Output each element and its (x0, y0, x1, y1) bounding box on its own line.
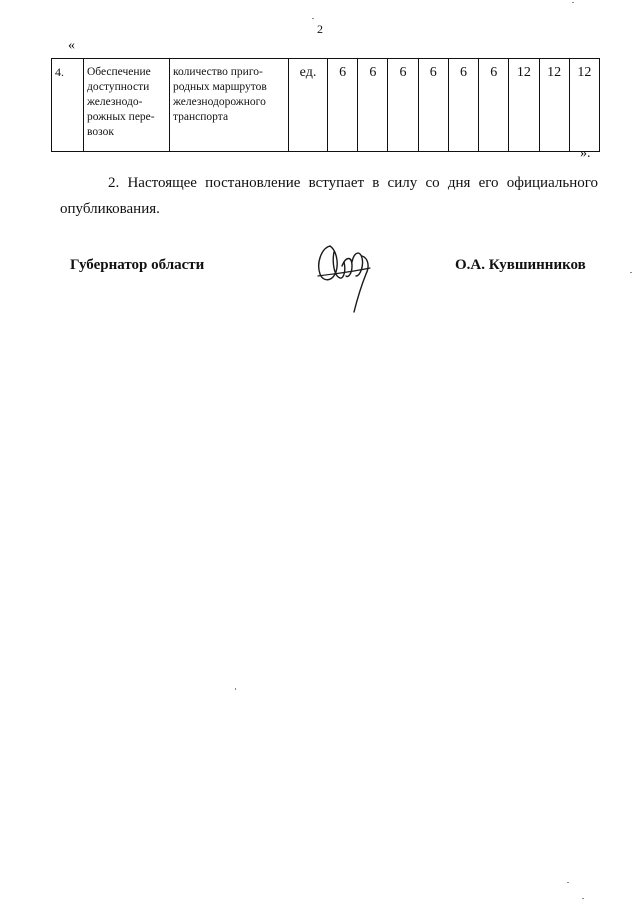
row-value-3: 6 (388, 59, 418, 152)
scan-speck (572, 2, 574, 3)
page-number: 2 (317, 22, 323, 36)
scan-speck (235, 688, 236, 690)
row-value-9: 12 (569, 59, 599, 152)
handwritten-signature (312, 232, 382, 320)
scan-speck (630, 272, 632, 273)
scan-speck (312, 18, 314, 19)
row-value-4: 6 (418, 59, 448, 152)
row-value-2: 6 (358, 59, 388, 152)
signature-title: Губернатор области (70, 257, 205, 273)
quote-close: ». (580, 146, 591, 161)
row-indicator: количество приго-родных маршрутов железнодорожного транспорта (170, 59, 289, 152)
decree-paragraph: 2. Настоящее постановление вступает в силу со дня его официального опубликования. (60, 175, 598, 217)
row-value-8: 12 (539, 59, 569, 152)
row-value-6: 6 (479, 59, 509, 152)
indicator-table (51, 58, 600, 152)
scan-speck (582, 898, 584, 899)
row-value-5: 6 (448, 59, 478, 152)
quote-open: « (68, 38, 75, 53)
table-row (52, 59, 600, 152)
scan-speck (567, 882, 569, 883)
signature-name: О.А. Кувшинников (455, 257, 586, 273)
row-value-7: 12 (509, 59, 539, 152)
row-value-1: 6 (328, 59, 358, 152)
row-name: Обеспечение доступности железнодо-рожных пере-возок (84, 59, 170, 152)
row-unit: ед. (289, 59, 328, 152)
row-number: 4. (52, 59, 84, 152)
